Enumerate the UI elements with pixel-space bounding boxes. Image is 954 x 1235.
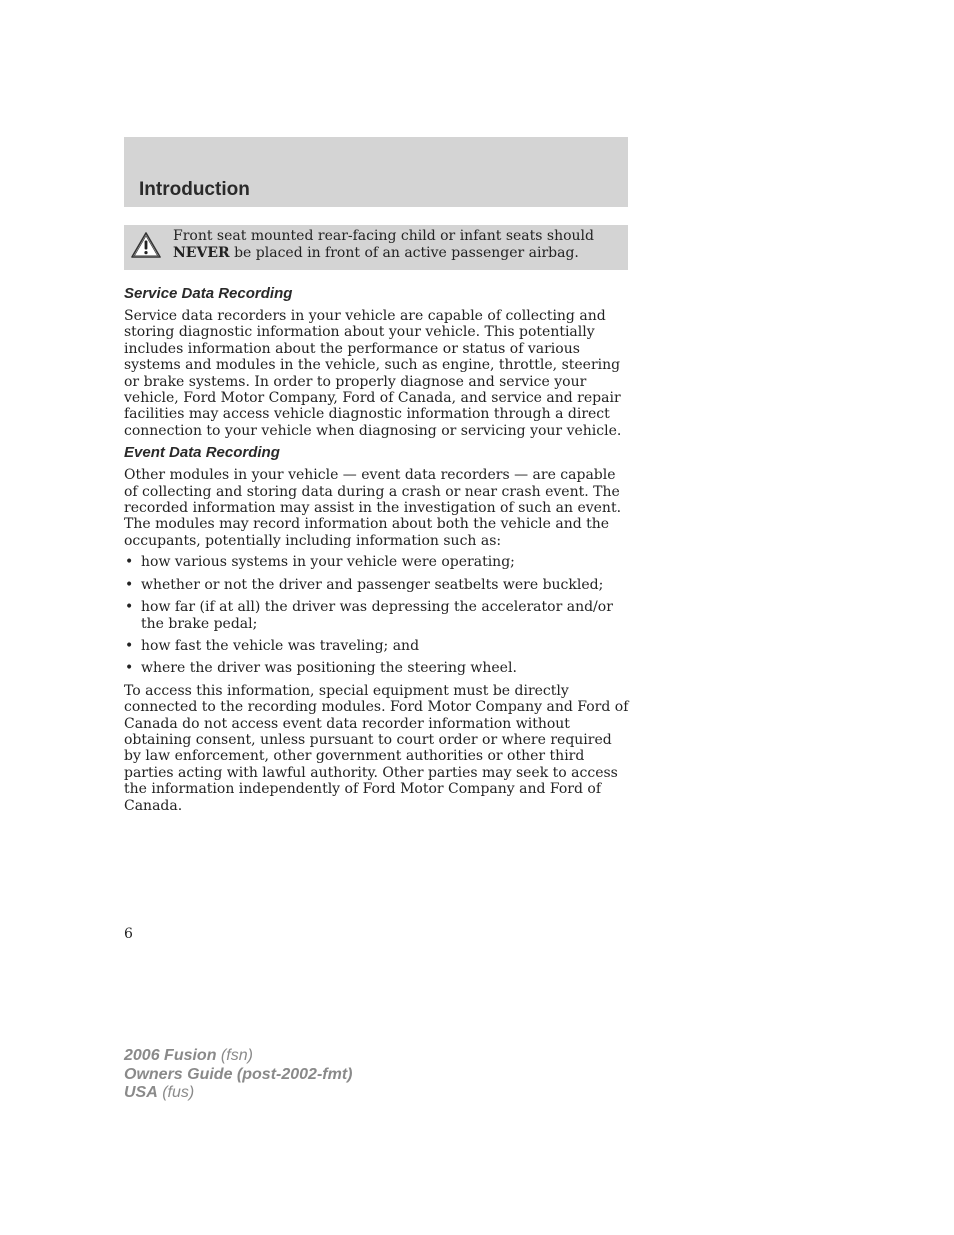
service-data-paragraph: Service data recorders in your vehicle are capable of collecting and storing diagnostic information about your vehicle. This potentially includes information about the performance or status of various systems and modules in the vehicle, such as engine, throttle, steering or brake systems. In order to properly diagnose and service your vehicle, Ford Motor Company, Ford of Canada, and service and repair facilities may access vehicle diagnostic information through a direct connection to your vehicle when diagnosing or servicing your vehicle.: [124, 308, 622, 439]
warning-emphasis: NEVER: [173, 245, 230, 261]
list-item: • where the driver was positioning the steering wheel.: [125, 660, 517, 677]
list-item: • how far (if at all) the driver was depressing the accelerator and/or the brake pedal;: [125, 599, 613, 632]
document-footer: [124, 1047, 352, 1103]
footer-line-2: Owners Guide (post-2002-fmt): [124, 1065, 353, 1083]
warning-line-1: Front seat mounted rear-facing child or infant seats should: [173, 228, 594, 244]
bullet-icon: •: [125, 554, 134, 571]
warning-text: [173, 228, 623, 262]
bullet-icon: •: [125, 599, 134, 616]
section-title: Introduction: [139, 179, 250, 200]
bullet-icon: •: [125, 576, 134, 593]
section-header-band: [124, 137, 628, 207]
footer-line-3: USA (fus): [124, 1084, 195, 1101]
bullet-icon: •: [125, 660, 134, 677]
footer-line-1: 2006 Fusion (fsn): [124, 1047, 253, 1064]
list-item: • how fast the vehicle was traveling; and: [125, 637, 420, 654]
event-data-list: [124, 554, 630, 676]
main-content: [124, 285, 630, 819]
event-data-closing: To access this information, special equipment must be directly connected to the recording modules. Ford Motor Company and Ford of Canada do not access event data recorder information without obtaining consent, unless pursuant to court order or where required by law enforcement, other government authorities or other third parties acting with lawful authority. Other parties may seek to access the information independently of Ford Motor Company and Ford of Canada.: [124, 682, 629, 814]
warning-triangle-icon: [130, 231, 162, 259]
list-item: • how various systems in your vehicle were operating;: [125, 554, 515, 571]
bullet-icon: •: [125, 637, 134, 654]
page-number: 6: [124, 926, 133, 942]
warning-line-2: be placed in front of an active passenger airbag.: [229, 245, 579, 261]
service-data-heading: Service Data Recording: [124, 285, 293, 302]
event-data-heading: Event Data Recording: [124, 444, 280, 462]
list-item: • whether or not the driver and passenger seatbelts were buckled;: [125, 576, 604, 593]
event-data-intro: Other modules in your vehicle — event data recorders — are capable of collecting and storing data during a crash or near crash event. The recorded information may assist in the investigation of such an event. The modules may record information about both the vehicle and the occupants, potentially including information such as:: [124, 467, 622, 549]
warning-box: [124, 225, 628, 270]
